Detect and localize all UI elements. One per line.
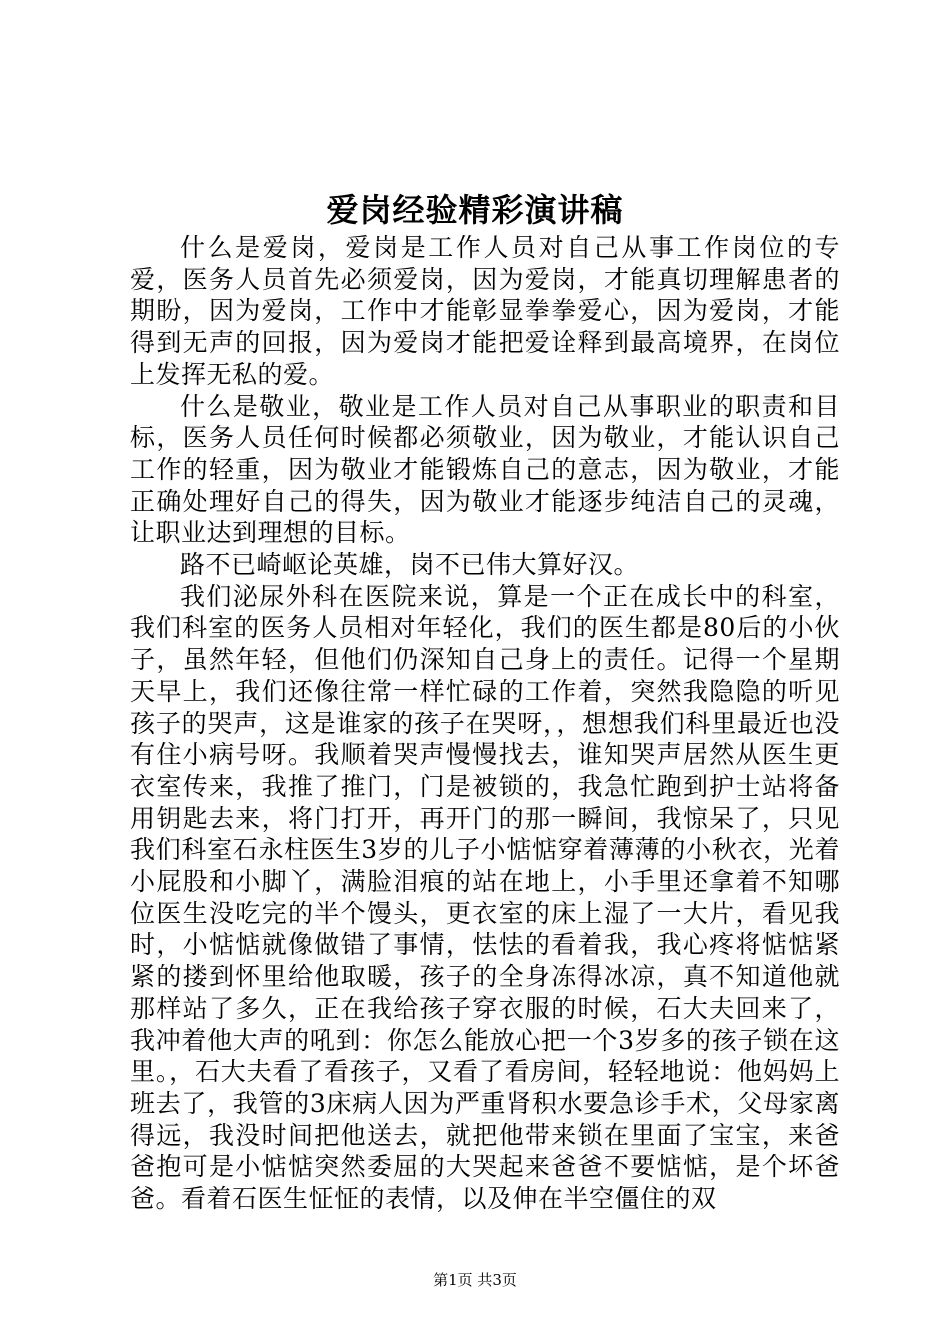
- body-paragraph: 什么是敬业，敬业是工作人员对自己从事职业的职责和目标，医务人员任何时候都必须敬业，因为敬业，才能认识自己工作的轻重，因为敬业才能锻炼自己的意志，因为敬业，才能正确处理好自己的得失，因为敬业才能逐步纯洁自己的灵魂，让职业达到理想的目标。: [130, 391, 840, 548]
- document-title: 爱岗经验精彩演讲稿: [326, 191, 624, 229]
- body-paragraph: 什么是爱岗，爱岗是工作人员对自己从事工作岗位的专爱，医务人员首先必须爱岗，因为爱岗，才能真切理解患者的期盼，因为爱岗，工作中才能彰显拳拳爱心，因为爱岗，才能得到无声的回报，因为爱岗才能把爱诠释到最高境界，在岗位上发挥无私的爱。: [130, 233, 840, 389]
- body-paragraph: 路不已崎岖论英雄，岗不已伟大算好汉。: [180, 550, 640, 580]
- page-footer: 第1页 共3页: [433, 1271, 517, 1289]
- body-paragraph: 我们泌尿外科在医院来说，算是一个正在成长中的科室，我们科室的医务人员相对年轻化，我们的医生都是80后的小伙子，虽然年轻，但他们仍深知自己身上的责任。记得一个星期天早上，我们还像往常一样忙碌的工作着，突然我隐隐的听见孩子的哭声，这是谁家的孩子在哭呀，，想想我们科里最近也没有住小病号呀。我顺着哭声慢慢找去，谁知哭声居然从医生更衣室传来，我推了推门，门是被锁的，我急忙跑到护士站将备用钥匙去来，将门打开，再开门的那一瞬间，我惊呆了，只见我们科室石永柱医生3岁的儿子小惦惦穿着薄薄的小秋衣，光着小屁股和小脚丫，满脸泪痕的站在地上，小手里还拿着不知哪位医生没吃完的半个馒头，更衣室的床上湿了一大片，看见我时，小惦惦就像做错了事情，怯怯的看着我，我心疼将惦惦紧紧的搂到怀里给他取暖，孩子的全身冻得冰凉，真不知道他就那样站了多久，正在我给孩子穿衣服的时候，石大夫回来了，我冲着他大声的吼到：你怎么能放心把一个3岁多的孩子锁在这里。，石大夫看了看孩子，又看了看房间，轻轻地说：他妈妈上班去了，我管的3床病人因为严重肾积水要急诊手术，父母家离得远，我没时间把他送去，就把他带来锁在里面了宝宝，来爸爸抱可是小惦惦突然委屈的大哭起来爸爸不要惦惦，是个坏爸爸。看着石医生怔怔的表情，以及伸在半空僵住的双: [130, 581, 840, 1214]
- document-body: [130, 232, 840, 1215]
